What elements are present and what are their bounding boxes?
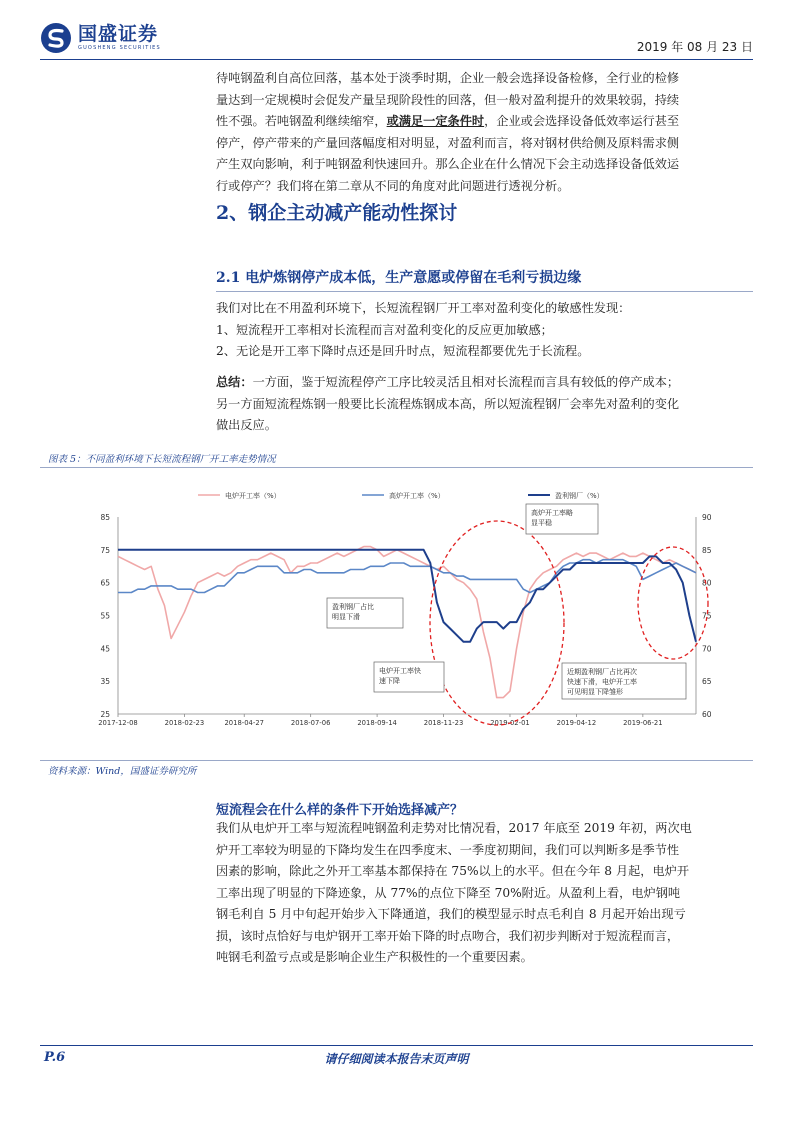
x-tick-label: 2018-02-23 [164, 719, 205, 727]
subsection-divider [216, 291, 753, 292]
y-left-tick-label: 85 [100, 513, 110, 522]
legend-label: 盈利钢厂（%） [555, 492, 604, 500]
legend-label: 高炉开工率（%） [389, 492, 445, 500]
y-left-tick-label: 65 [100, 578, 110, 588]
annotation-text: 快速下滑，电炉开工率 [567, 678, 637, 686]
y-right-tick-label: 90 [702, 513, 712, 522]
finding-item: 1、短流程开工率相对长流程而言对盈利变化的反应更加敏感； [216, 322, 553, 337]
subsection-title: 2.1 电炉炼钢停产成本低，生产意愿或停留在毛利亏损边缘 [216, 270, 582, 286]
text-line: 工率出现了明显的下降迹象，从 77%的点位下降至 70%附近。从盈利上看，电炉钢吨 [216, 885, 681, 900]
series-line-3 [118, 550, 696, 642]
x-tick-label: 2018-04-27 [224, 719, 264, 727]
brand-logo [40, 22, 161, 54]
figure-divider-top [40, 467, 753, 468]
question-paragraph [216, 818, 753, 969]
x-tick-label: 2017-12-08 [98, 719, 138, 727]
x-tick-label: 2018-11-23 [423, 719, 464, 727]
section-title: 2、钢企主动减产能动性探讨 [216, 202, 458, 224]
annotation-text: 明显下滑 [332, 613, 360, 621]
legend-label: 电炉开工率（%） [225, 492, 281, 500]
text-line: 做出反应。 [216, 418, 277, 432]
report-date: 2019 年 08 月 23 日 [636, 40, 753, 54]
y-right-tick-label: 80 [702, 578, 712, 588]
text-line: 我们从电炉开工率与短流程吨钢盈利走势对比情况看，2017 年底至 2019 年初，两次电 [216, 821, 692, 835]
text-line: 吨钢毛利盈亏点或是影响企业生产积极性的一个重要因素。 [216, 950, 533, 964]
line-chart [40, 470, 753, 758]
y-left-tick-label: 75 [100, 545, 110, 555]
brand-name-en: GUOSHENG SECURITIES [78, 45, 161, 51]
intro-paragraph [216, 68, 753, 197]
text-line [216, 372, 753, 394]
text-line: 行或停产？我们将在第二章从不同的角度对此问题进行透视分析。 [216, 178, 570, 193]
text-line: 因素的影响，除此之外开工率基本都保持在 75%以上的水平。但在今年 8 月起，电炉开 [216, 864, 690, 878]
text-line: 量达到一定规模时会促发产量呈现阶段性的回落，但一般对盈利提升的效果较弱，持续 [216, 92, 680, 107]
text-line: 钢毛利自 5 月中旬起开始步入下降通道，我们的模型显示时点毛利自 8 月起开始出现亏 [216, 907, 686, 921]
page-header [40, 20, 753, 62]
page-number: P.6 [44, 1050, 66, 1065]
y-right-tick-label: 60 [702, 710, 712, 719]
chart-annotations [327, 504, 708, 725]
annotation-text: 电炉开工率快 [379, 667, 421, 675]
finding-item: 2、无论是开工率下降时点还是回升时点，短流程都要优先于长流程。 [216, 344, 590, 358]
text-span: ，企业或会选择设备低效率运行甚至 [484, 114, 680, 128]
summary-label: 总结： [216, 375, 253, 389]
text-span: 性不强。若吨钢盈利继续缩窄， [216, 114, 387, 128]
y-left-tick-label: 35 [100, 677, 110, 687]
summary-block [216, 372, 753, 437]
x-tick-label: 2019-06-21 [623, 719, 663, 727]
x-tick-label: 2019-04-12 [556, 719, 597, 727]
footer-divider [40, 1045, 753, 1046]
y-right-tick-label: 85 [702, 545, 712, 555]
figure-title: 图表 5：不同盈利环境下长短流程钢厂开工率走势情况 [48, 454, 276, 465]
text-line: 产生双向影响，利于吨钢盈利快速回升。那么企业在什么情况下会主动选择设备低效运 [216, 157, 680, 171]
disclaimer-note: 请仔细阅读本报告末页声明 [324, 1052, 469, 1066]
x-tick-label: 2019-02-01 [490, 719, 530, 727]
findings-block [216, 298, 753, 363]
brand-name-cn: 国盛证券 [78, 23, 159, 45]
brand-logo-icon [40, 22, 72, 54]
text-span: 一方面，鉴于短流程停产工序比较灵活且相对长流程而言具有较低的停产成本； [252, 375, 680, 389]
annotation-text: 近期盈利钢厂占比再次 [567, 668, 637, 676]
annotation-text: 显平稳 [531, 519, 552, 527]
y-right-tick-label: 70 [702, 644, 712, 654]
text-line [216, 111, 753, 133]
annotation-text: 盈利钢厂占比 [332, 603, 374, 611]
text-line: 待吨钢盈利自高位回落，基本处于淡季时期，企业一般会选择设备检修，全行业的检修 [216, 71, 680, 85]
chart-legend [198, 491, 604, 500]
x-tick-label: 2018-09-14 [357, 719, 397, 727]
question-title: 短流程会在什么样的条件下开始选择减产？ [216, 803, 464, 818]
header-divider [40, 59, 753, 60]
y-right-tick-label: 65 [702, 677, 712, 687]
y-left-tick-label: 25 [100, 710, 110, 719]
y-right-tick-label: 75 [702, 611, 712, 621]
findings-intro: 我们对比在不用盈利环境下，长短流程钢厂开工率对盈利变化的敏感性发现： [216, 301, 631, 315]
text-line: 停产，停产带来的产量回落幅度相对明显，对盈利而言，将对钢材供给侧及原料需求侧 [216, 135, 680, 150]
series-line-2 [118, 560, 696, 593]
annotation-text: 高炉开工率略 [531, 509, 573, 517]
figure-source: 资料来源：Wind，国盛证券研究所 [48, 766, 197, 777]
figure-divider-bottom [40, 760, 753, 761]
emphasis-text: 或满足一定条件时 [386, 114, 485, 128]
annotation-text: 速下降 [379, 677, 400, 685]
y-left-tick-label: 45 [100, 644, 110, 654]
x-tick-label: 2018-07-06 [290, 719, 331, 727]
annotation-text: 可见明显下降雏形 [567, 688, 623, 696]
text-line: 炉开工率较为明显的下降均发生在四季度末、一季度初期间，我们可以判断多是季节性 [216, 842, 680, 857]
text-line: 另一方面短流程炼钢一般要比长流程炼钢成本高，所以短流程钢厂会率先对盈利的变化 [216, 396, 680, 411]
y-left-tick-label: 55 [100, 611, 110, 621]
text-line: 损，该时点恰好与电炉钢开工率开始下降的时点吻合，我们初步判断对于短流程而言， [216, 928, 680, 943]
